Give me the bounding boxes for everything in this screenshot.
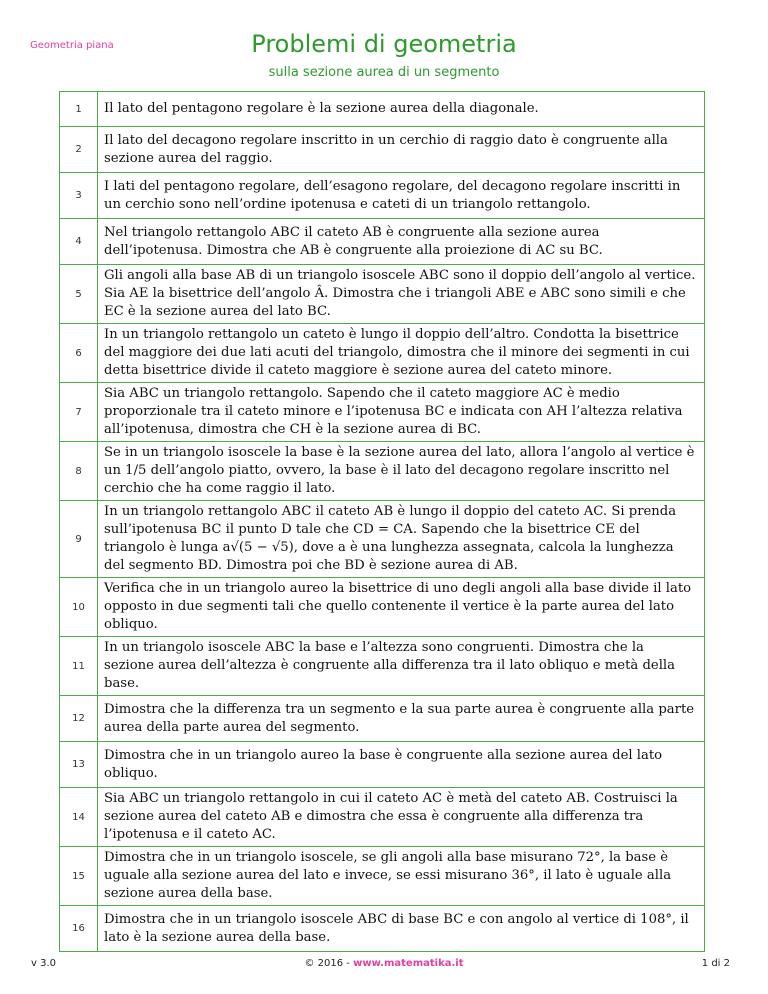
problem-text: Il lato del pentagono regolare è la sezione aurea della diagonale.: [98, 92, 705, 127]
problem-row: [60, 383, 705, 442]
problem-number: 1: [60, 92, 98, 127]
problem-row: [60, 265, 705, 324]
problems-table-body: [60, 92, 705, 952]
problem-number: 15: [60, 847, 98, 906]
problem-text: I lati del pentagono regolare, dell’esagono regolare, del decagono regolare inscritti in un cerchio sono nell’ordine ipotenusa e cateti di un triangolo rettangolo.: [98, 173, 705, 219]
problem-number: 12: [60, 696, 98, 742]
problem-text: Sia ABC un triangolo rettangolo. Sapendo che il cateto maggiore AC è medio proporzionale tra il cateto minore e l’ipotenusa BC e indicata con AH l’altezza relativa all’ipotenusa, dimostra che CH è la sezione aurea di BC.: [98, 383, 705, 442]
problem-row: [60, 324, 705, 383]
problem-text: Dimostra che la differenza tra un segmento e la sua parte aurea è congruente alla parte aurea della parte aurea del segmento.: [98, 696, 705, 742]
problem-text: Nel triangolo rettangolo ABC il cateto AB è congruente alla sezione aurea dell’ipotenusa. Dimostra che AB è congruente alla proiezione di AC su BC.: [98, 219, 705, 265]
problem-row: [60, 847, 705, 906]
problem-text: In un triangolo rettangolo ABC il cateto AB è lungo il doppio del cateto AC. Si prenda sull’ipotenusa BC il punto D tale che CD = CA. Sapendo che la bisettrice CE del triangolo è lunga a√(5 − √5), dove a è una lunghezza assegnata, calcola la lunghezza del segmento BD. Dimostra poi che BD è sezione aurea di AB.: [98, 501, 705, 578]
problem-text: Dimostra che in un triangolo isoscele ABC di base BC e con angolo al vertice di 108°, il lato è la sezione aurea della base.: [98, 906, 705, 952]
problem-row: [60, 127, 705, 173]
problem-number: 9: [60, 501, 98, 578]
problem-row: [60, 637, 705, 696]
problem-text: Sia ABC un triangolo rettangolo in cui il cateto AC è metà del cateto AB. Costruisci la sezione aurea del cateto AB e dimostra che essa è congruente alla differenza tra l’ipotenusa e il cateto AC.: [98, 788, 705, 847]
problem-text: Il lato del decagono regolare inscritto in un cerchio di raggio dato è congruente alla sezione aurea del raggio.: [98, 127, 705, 173]
problem-row: [60, 173, 705, 219]
problem-row: [60, 696, 705, 742]
problem-number: 8: [60, 442, 98, 501]
problem-row: [60, 219, 705, 265]
problem-number: 6: [60, 324, 98, 383]
problem-number: 3: [60, 173, 98, 219]
problem-number: 13: [60, 742, 98, 788]
problems-table: [59, 91, 705, 952]
subject-label: Geometria piana: [30, 40, 114, 51]
website-link[interactable]: www.matematika.it: [353, 958, 464, 969]
copyright-text: © 2016 -: [304, 958, 354, 969]
page-subtitle: sulla sezione aurea di un segmento: [268, 65, 500, 80]
problem-text: Gli angoli alla base AB di un triangolo isoscele ABC sono il doppio dell’angolo al vertice. Sia AE la bisettrice dell’angolo Â. Dimostra che i triangoli ABE e ABC sono simili e che EC è la sezione aurea del lato BC.: [98, 265, 705, 324]
problem-row: [60, 501, 705, 578]
problem-number: 11: [60, 637, 98, 696]
page-number: 1 di 2: [701, 958, 730, 969]
problem-text: Se in un triangolo isoscele la base è la sezione aurea del lato, allora l’angolo al vertice è un 1/5 dell’angolo piatto, ovvero, la base è il lato del decagono regolare inscritto nel cerchio che ha come raggio il lato.: [98, 442, 705, 501]
problem-text: In un triangolo isoscele ABC la base e l’altezza sono congruenti. Dimostra che la sezione aurea dell’altezza è congruente alla differenza tra il lato obliquo e metà della base.: [98, 637, 705, 696]
problem-number: 2: [60, 127, 98, 173]
problem-number: 10: [60, 578, 98, 637]
problem-text: In un triangolo rettangolo un cateto è lungo il doppio dell’altro. Condotta la bisettrice del maggiore dei due lati acuti del triangolo, dimostra che il minore dei segmenti in cui detta bisettrice divide il cateto maggiore è sezione aurea del cateto minore.: [98, 324, 705, 383]
version-label: v 3.0: [31, 958, 56, 969]
problem-text: Dimostra che in un triangolo aureo la base è congruente alla sezione aurea del lato obliquo.: [98, 742, 705, 788]
problem-text: Verifica che in un triangolo aureo la bisettrice di uno degli angoli alla base divide il lato opposto in due segmenti tali che quello contenente il vertice è la parte aurea del lato obliquo.: [98, 578, 705, 637]
problem-row: [60, 906, 705, 952]
problem-row: [60, 788, 705, 847]
problem-row: [60, 92, 705, 127]
problem-number: 14: [60, 788, 98, 847]
problem-text: Dimostra che in un triangolo isoscele, se gli angoli alla base misurano 72°, la base è uguale alla sezione aurea del lato e invece, se essi misurano 36°, il lato è uguale alla sezione aurea della base.: [98, 847, 705, 906]
problem-number: 7: [60, 383, 98, 442]
problem-number: 5: [60, 265, 98, 324]
problem-row: [60, 442, 705, 501]
problem-row: [60, 578, 705, 637]
copyright-line: [0, 958, 768, 969]
problem-row: [60, 742, 705, 788]
problem-number: 4: [60, 219, 98, 265]
problem-number: 16: [60, 906, 98, 952]
page-title: Problemi di geometria: [251, 30, 517, 58]
